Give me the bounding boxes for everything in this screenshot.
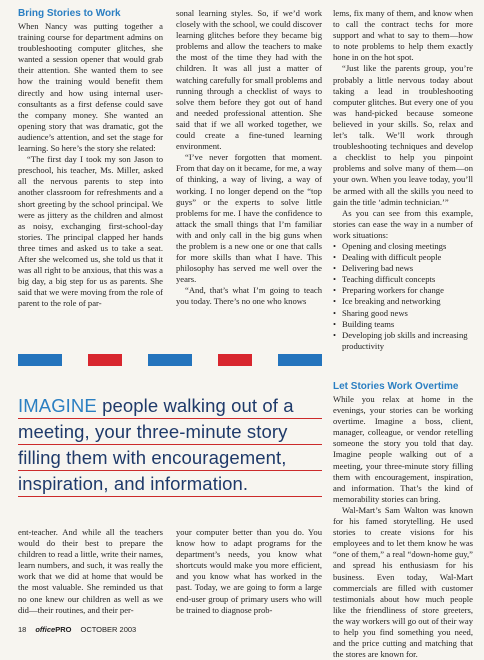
paragraph: your computer better than you do. You know how to adapt programs for the department’s needs, you know what shortcuts would make you more efficient, and you know what has worked in the past. Today, we are going to form a large end-user group of primary users who will be trained to diagnose prob- (176, 527, 322, 615)
paragraph: “I’ve never forgotten that moment. From that day on it became, for me, a way of thinking, a way of living, a way of working. I no longer depend on the “top guys” or the experts to solve little problems for me. I have the confidence to attack the small things that I’m familiar with and only call in the big guns when the problem is a new one or one that calls for more skills than what I have. This philosophy has served me well over the years. (176, 152, 322, 285)
pull-quote-line: filling them with encouragement, (18, 445, 322, 471)
list-item: • Developing job skills and increasing productivity (333, 330, 473, 352)
decorative-bar (18, 354, 62, 366)
paragraph: “And, that’s what I’m going to teach you today. There’s no one who knows (176, 285, 322, 307)
magazine-logo-prefix: office (35, 625, 56, 634)
pull-quote-line (18, 393, 322, 419)
article-column-3-lower (333, 381, 473, 660)
list-item: • Opening and closing meetings (333, 241, 473, 252)
article-column-5 (176, 527, 322, 616)
list-item: • Preparing workers for change (333, 285, 473, 296)
page-number: 18 (18, 625, 27, 634)
bullet-list (333, 241, 473, 352)
decorative-bar (218, 354, 252, 366)
decorative-bar (88, 354, 122, 366)
page-footer (18, 625, 136, 635)
decorative-bar-row (18, 353, 322, 367)
decorative-bar (278, 354, 322, 366)
list-item: • Ice breaking and networking (333, 296, 473, 307)
paragraph: “The first day I took my son Jason to preschool, his teacher, Ms. Miller, asked all the nervous parents to step into another classroom for refreshments and a short greeting by the school principal. We were as jittery as the children and almost as noisy, exchanging first-school-day stories. The principal clapped her hands three times and asked us to take a seat. After she welcomed us, she told us that it was all right to be anxious, that this was a big day, a big step for us as parents. She said that we were moving from the role of parent to the role of par- (18, 154, 163, 309)
article-column-3 (333, 8, 473, 352)
pull-quote-line: inspiration, and information. (18, 471, 322, 497)
paragraph: sonal learning styles. So, if we’d work closely with the school, we could discover learning glitches before they became big problems and allow the teachers to make the most of the time they had with the children. It was all just a matter of watching carefully for small problems and running through a checklist of ways to solve them before they got out of hand and needed professional attention. She said that if we all worked together, we could create a fine-tuned learning environment. (176, 8, 322, 152)
list-item: • Building teams (333, 319, 473, 330)
paragraph: Wal-Mart’s Sam Walton was known for his famed storytelling. He used stories to create visions for his employees and to let them know he was “one of them,” a real “down-home guy,” and spread his enthusiasm for his business. Even today, Wal-Mart commercials are filled with customer testimonials about how much people like the friendliness of store greeters, the way workers will go out of their way to help you find something you need, and the price cutting and matching that the stores are known for. (333, 504, 473, 660)
paragraph: “Just like the parents group, you’re probably a little nervous today about taking a lead in troubleshooting computer glitches. But every one of you was hand-picked because someone believed in your skills. So, relax and let’s talk. We’ll work through troubleshooting techniques and develop a checklist to help you pinpoint problems and solve many of them—on your own. When you leave today, you’ll be armed with all the skills you need to gain the title ‘admin technician.’” (333, 63, 473, 207)
pull-quote-accent-word: IMAGINE (18, 395, 97, 416)
article-column-2 (176, 8, 322, 308)
list-item: • Delivering bad news (333, 263, 473, 274)
paragraph: While you relax at home in the evenings, your stories can be working overtime. Imagine a boss, client, manager, colleague, or vendor retelling someone the story you told that day. Imagine people walking out of a meeting, your three-minute story filling them with encouragement, inspiration, and information. That’s the kind of memorability stories can bring. (333, 394, 473, 504)
list-item: • Dealing with difficult people (333, 252, 473, 263)
paragraph: ent-teacher. And while all the teachers would do their best to prepare the children to read a little, write their names, learn numbers, and such, it was really the work that we did at home that would be the most valuable. She reminded us that no one knew our children as well as we did—their routines, and their per- (18, 527, 163, 615)
issue-date: OCTOBER 2003 (80, 625, 137, 634)
list-item: • Teaching difficult concepts (333, 274, 473, 285)
section-heading-overtime: Let Stories Work Overtime (333, 381, 459, 392)
decorative-bar (148, 354, 192, 366)
magazine-logo-suffix: PRO (55, 625, 72, 634)
article-column-4 (18, 527, 163, 616)
article-column-1 (18, 8, 163, 309)
paragraph: When Nancy was putting together a training course for department admins on troubleshooting computer glitches, she wanted a session opener that would grab their attention. She wanted them to see how the training would benefit them directly and how using internal user-consultants as a first defense could save the company money. She wanted an opening story that was dramatic, got the audience’s attention, and set the stage for learning. So here’s the story she related: (18, 21, 163, 154)
magazine-logo (35, 625, 71, 635)
pull-quote-line: meeting, your three-minute story (18, 419, 322, 445)
list-item: • Sharing good news (333, 308, 473, 319)
paragraph: lems, fix many of them, and know when to call the contract techs for more support and what to say to them—how to note problems to help them exactly hone in on the hot spot. (333, 8, 473, 63)
pull-quote (18, 393, 322, 497)
section-heading-bring-stories: Bring Stories to Work (18, 8, 121, 19)
paragraph: As you can see from this example, stories can ease the way in a number of work situations: (333, 207, 473, 240)
pull-quote-text: people walking out of a (96, 395, 294, 416)
